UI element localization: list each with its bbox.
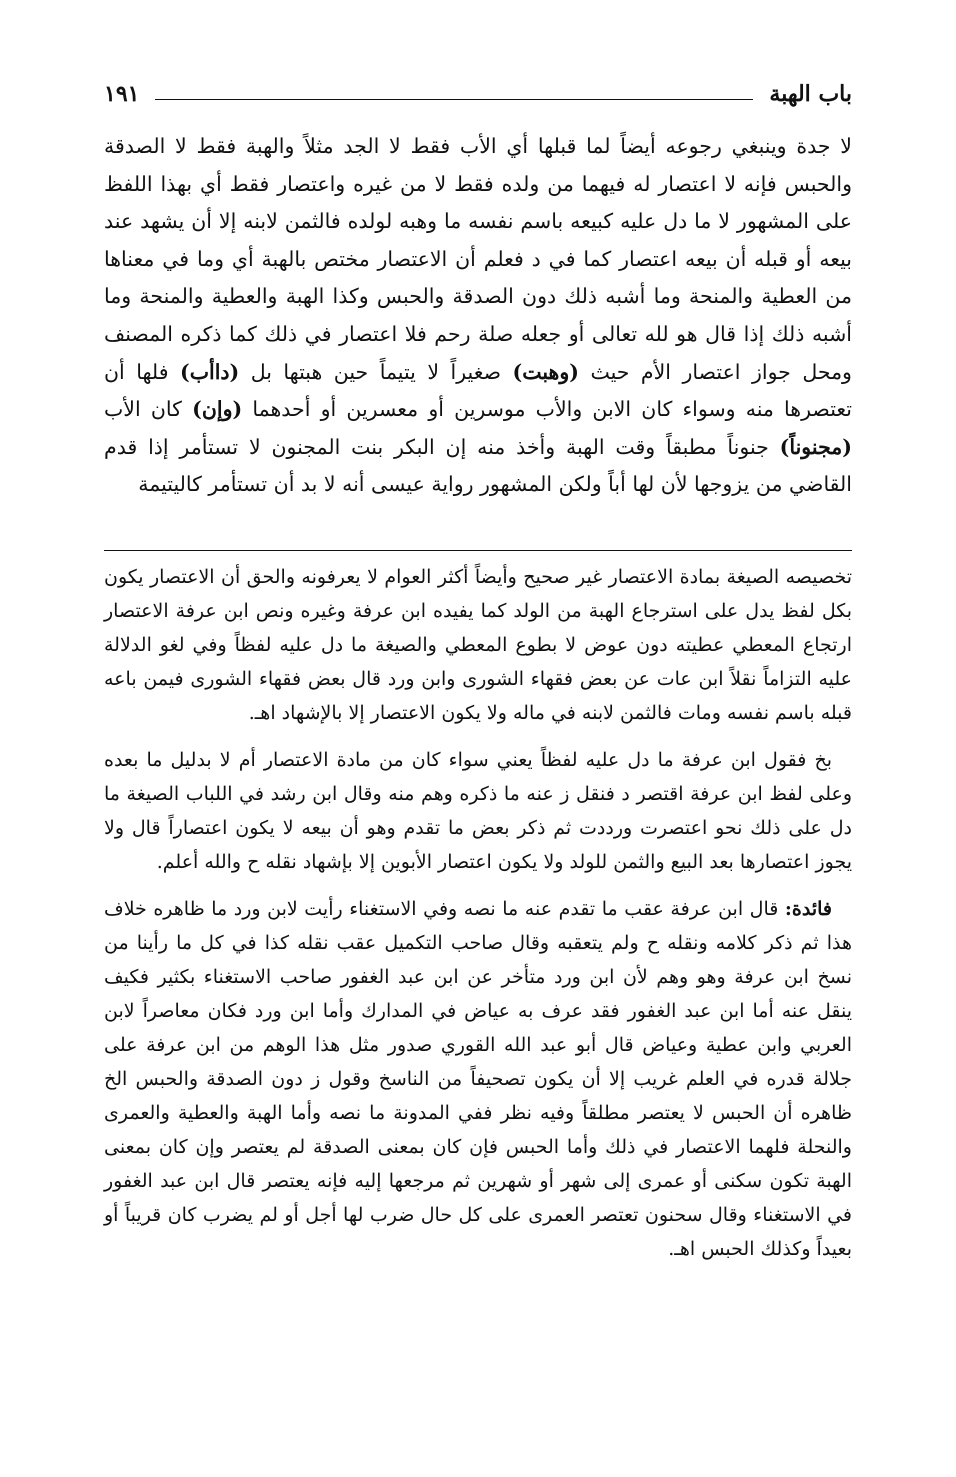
- running-header: [104, 76, 852, 112]
- main-text-segment-4: كان الأب: [104, 397, 182, 422]
- main-text-segment-3: فلها أن تعتصرها منه وسواء كان الابن والأب موسرين أو معسرين أو أحدهما: [104, 359, 852, 422]
- main-text-segment-5: جنوناً مطبقاً وقت الهبة وأخذ منه إن البكر بنت المجنون لا تستأمر إذا قدم القاضي من يزوجها لأن لها أباً ولكن المشهور رواية عيسى أنه لا بد أن تستأمر كاليتيمة: [104, 434, 852, 497]
- commentary-paragraph-2: بخ فقول ابن عرفة ما دل عليه لفظاً يعني سواء كان من مادة الاعتصار أم لا بدليل ما بعده وعلى لفظ ابن عرفة اقتصر د فنقل ز عنه ما ذكره وهم منه وقال ابن رشد في اللباب الصيغة ما دل على ذلك نحو اعتصرت ورددت ثم ذكر بعض ما تقدم وهو أن بيعه لا يكون اعتصاراً قال ولا يجوز اعتصارها بعد البيع والثمن للولد ولا يكون اعتصار الأبوين إلا بإشهاد نقله ح والله أعلم.: [104, 749, 852, 873]
- keyword-wahabat: (وهبت): [512, 359, 579, 384]
- faida-label: فائدة:: [784, 898, 832, 920]
- commentary-paragraph-3: [104, 892, 852, 1266]
- keyword-da-ab: (داأب): [180, 359, 240, 384]
- chapter-title: باب الهبة: [769, 81, 852, 107]
- main-text-segment-2: صغيراً لا يتيماً حين هبتها بل: [250, 359, 502, 384]
- commentary-section: [104, 560, 852, 1279]
- header-rule: [155, 99, 753, 100]
- main-text-segment-1: لا جدة وينبغي رجوعه أيضاً لما قبلها أي الأب فقط لا الجد مثلاً والهبة فقط لا الصدقة والحبس فإنه لا اعتصار له فيهما من ولده فقط لا من غيره واعتصار فقط أي بهذا اللفظ على المشهور لا ما دل عليه كبيعه باسم نفسه ما وهبه لولده فالثمن لابنه إلا أن يشهد عند بيعه أو قبله أن بيعه اعتصار كما في د فعلم أن الاعتصار مختص بالهبة أي وما في معناها من العطية والمنحة وما أشبه ذلك دون الصدقة والحبس وكذا الهبة والعطية والمنحة وما أشبه ذلك إذا قال هو لله تعالى أو جعله صلة رحم فلا اعتصار في ذلك كما ذكره المصنف ومحل جواز اعتصار الأم حيث: [104, 134, 852, 384]
- keyword-wa-in: (وإن): [192, 397, 243, 422]
- commentary-paragraph-1: تخصيصه الصيغة بمادة الاعتصار غير صحيح وأيضاً أكثر العوام لا يعرفونه والحق أن الاعتصار يكون بكل لفظ يدل على استرجاع الهبة من الولد كما يفيده ابن عرفة وغيره ونص ابن عرفة الاعتصار ارتجاع المعطي عطيته دون عوض لا بطوع المعطي والصيغة ما دل عليه لفظاً وفي لغو الدلالة عليه التزاماً نقلاً ابن عات عن بعض فقهاء الشورى وابن ورد قال بعض فقهاء الشورى فيمن باعه قبله باسم نفسه ومات فالثمن لابنه في ماله ولا يكون الاعتصار إلا بالإشهاد اهـ.: [104, 566, 852, 724]
- footnote-separator: [104, 550, 852, 551]
- faida-text: قال ابن عرفة عقب ما تقدم عنه ما نصه وفي الاستغناء رأيت لابن ورد ما ظاهره خلاف هذا ثم ذكر كلامه ونقله ح ولم يتعقبه وقال صاحب التكميل عقب نقله كذا في كل ما رأينا من نسخ ابن عرفة وهو وهم لأن ابن ورد متأخر عن ابن عبد الغفور صاحب الاستغناء بكثير فكيف ينقل عنه أما ابن عبد الغفور فقد عرف به عياض في المدارك وأما ابن ورد فكان معاصراً لابن العربي وابن عطية وعياض قال أبو عبد الله القوري صدور مثل هذا الوهم من ابن عرفة على جلالة قدره في العلم غريب إلا أن يكون تصحيفاً من الناسخ وقول ز دون الصدقة والحبس الخ ظاهره أن الحبس لا يعتصر مطلقاً وفيه نظر ففي المدونة ما نصه وأما الهبة والعطية والعمرى والنحلة فلهما الاعتصار في ذلك وأما الحبس فإن كان بمعنى الصدقة لم يعتصر وإن كان بمعنى الهبة تكون سكنى أو عمرى إلى شهر أو شهرين ثم مرجعها إليه فإنه يعتصر قال ابن عبد الغفور في الاستغناء وقال سحنون تعتصر العمرى على كل حال ضرب لها أجل أو لم يضرب كان قريباً أو بعيداً وكذلك الحبس اهـ.: [104, 898, 852, 1260]
- main-text: [104, 128, 852, 504]
- keyword-majnunan: (مجنوناً): [779, 434, 852, 459]
- page-number: ١٩١: [104, 81, 140, 107]
